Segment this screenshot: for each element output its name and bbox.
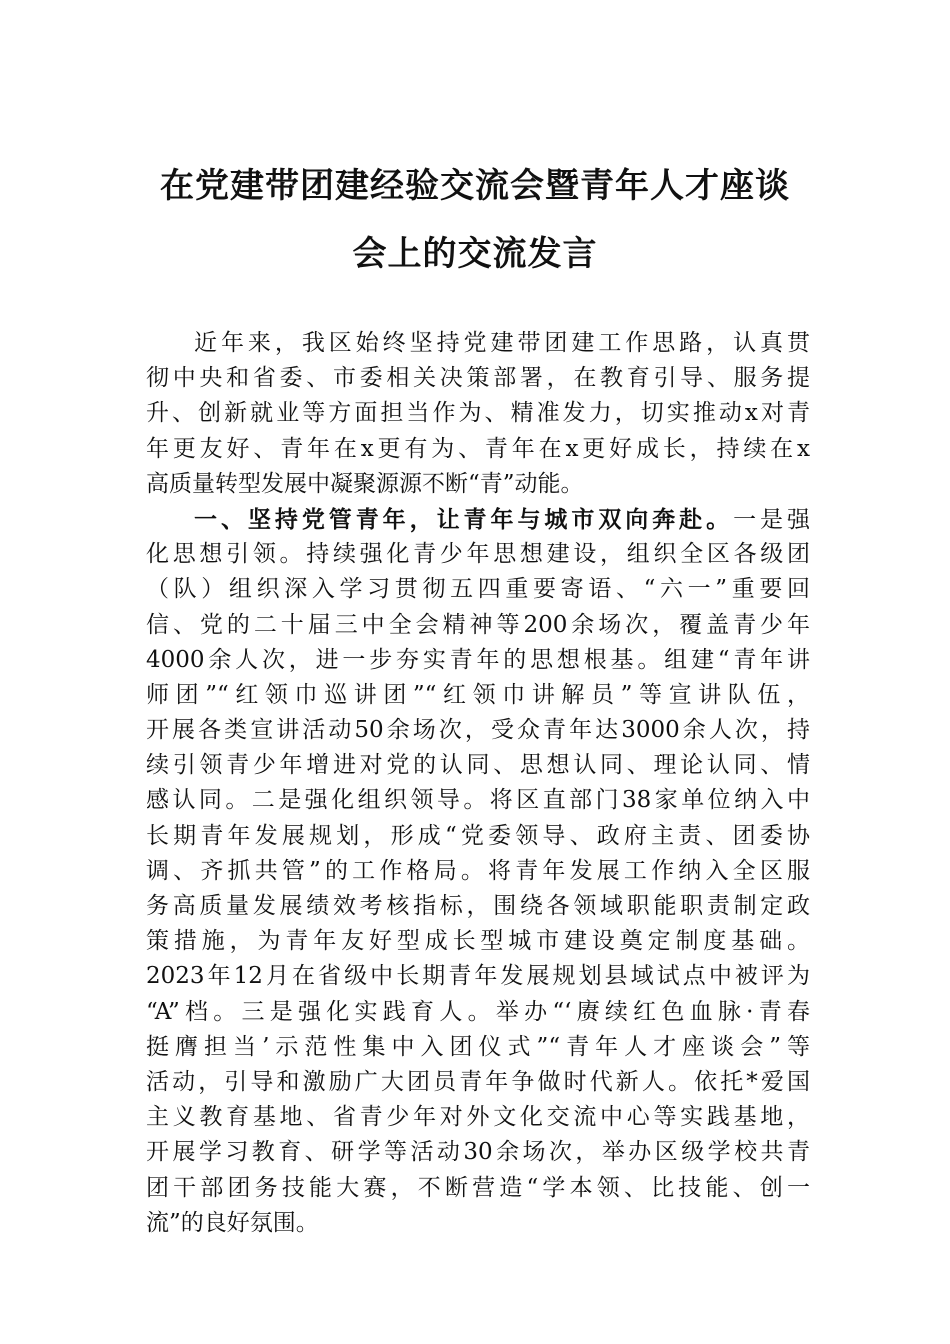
section-1-line: 4000余人次，进一步夯实青年的思想根基。组建“青年讲	[146, 646, 810, 673]
section-1-line: 信、党的二十届三中全会精神等200余场次，覆盖青少年	[146, 611, 810, 638]
paragraph-1-line: 彻中央和省委、市委相关决策部署，在教育引导、服务提	[146, 365, 810, 392]
section-1-line: 续引领青少年增进对党的认同、思想认同、理论认同、情	[146, 752, 810, 779]
document-body	[146, 326, 810, 1241]
section-1-line: 挺膺担当’示范性集中入团仪式”“青年人才座谈会”等	[146, 1033, 810, 1060]
document-title-line-1: 在党建带团建经验交流会暨青年人才座谈	[160, 166, 790, 206]
paragraph-1-line: 近年来，我区始终坚持党建带团建工作思路，认真贯	[194, 330, 810, 356]
section-1-line: 化思想引领。持续强化青少年思想建设，组织全区各级团	[146, 541, 810, 568]
section-1-line: 务高质量发展绩效考核指标，围绕各领域职能职责制定政	[146, 893, 810, 919]
section-1-heading: 一、坚持党管青年，让青年与城市双向奔赴。	[194, 505, 734, 533]
document-title-line-2: 会上的交流发言	[352, 234, 598, 274]
section-1-line: 团干部团务技能大赛，不断营造“学本领、比技能、创一	[146, 1174, 810, 1201]
section-1-line: 主义教育基地、省青少年对外文化交流中心等实践基地，	[146, 1104, 810, 1131]
section-1-line: “A”档。三是强化实践育人。举办“‘赓续红色血脉·青春	[146, 998, 810, 1025]
section-1-first-line-rest: 一是强	[733, 506, 811, 533]
section-1-first-line	[146, 502, 810, 537]
section-1-line: 开展各类宣讲活动50余场次，受众青年达3000余人次，持	[146, 717, 810, 744]
paragraph-1-line: 高质量转型发展中凝聚源源不断“青”动能。	[146, 470, 584, 497]
section-1-line: 感认同。二是强化组织领导。将区直部门38家单位纳入中	[146, 787, 810, 814]
section-1-line: 2023年12月在省级中长期青年发展规划县域试点中被评为	[146, 963, 810, 990]
section-1-line: 活动，引导和激励广大团员青年争做时代新人。依托*爱国	[146, 1068, 810, 1095]
paragraph-1-line: 年更友好、青年在x更有为、青年在x更好成长，持续在x	[146, 435, 810, 462]
section-1-line: 开展学习教育、研学等活动30余场次，举办区级学校共青	[146, 1139, 810, 1166]
section-1-line: 师团”“红领巾巡讲团”“红领巾讲解员”等宣讲队伍，	[146, 681, 810, 708]
section-1-line: 策措施，为青年友好型成长型城市建设奠定制度基础。	[146, 928, 810, 955]
section-1-line: （队）组织深入学习贯彻五四重要寄语、“六一”重要回	[146, 576, 810, 603]
section-1-line: 调、齐抓共管”的工作格局。将青年发展工作纳入全区服	[146, 857, 810, 884]
section-1-line: 长期青年发展规划，形成“党委领导、政府主责、团委协	[146, 822, 810, 849]
section-1-line: 流”的良好氛围。	[146, 1209, 319, 1236]
paragraph-1-line: 升、创新就业等方面担当作为、精准发力，切实推动x对青	[146, 400, 810, 427]
